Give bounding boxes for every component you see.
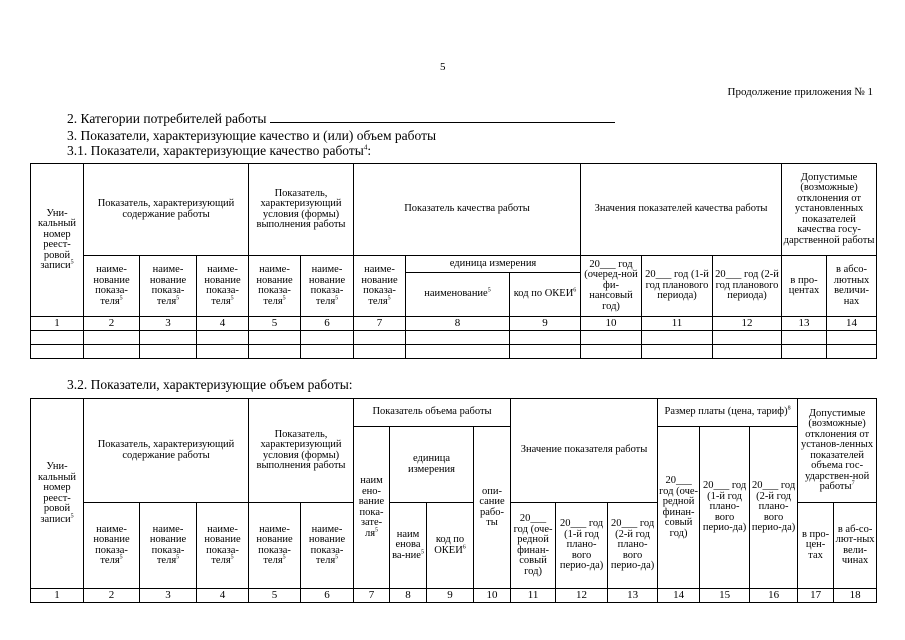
t1-cell[interactable] <box>642 331 713 345</box>
t1-deviation-group-header: Допустимые (возможные) отклонения от установленных показателей качества госу-дарственной работы <box>782 164 877 256</box>
t1-cell[interactable] <box>84 345 140 359</box>
t1-cell[interactable] <box>510 345 581 359</box>
page-number: 5 <box>440 61 446 73</box>
table1-header-row-2 <box>31 256 877 273</box>
t1-colnum: 12 <box>713 317 782 331</box>
section-3-1-title: 3.1. Показатели, характеризующие качество работы <box>67 143 364 158</box>
section-3-title: 3. Показатели, характеризующие качество и (или) объем работы <box>67 128 437 143</box>
t1-cell[interactable] <box>713 331 782 345</box>
t1-cell[interactable] <box>782 345 827 359</box>
t1-condition-name-2: наиме-нование показа-теля$^5$ <box>301 256 354 317</box>
t2-colnum: 12 <box>556 589 608 603</box>
t1-year-1-header: 20___ год (очеред-ной фи-нансовый год) <box>581 256 642 317</box>
t1-values-group-header: Значения показателей качества работы <box>581 164 782 256</box>
section-2-title: 2. Категории потребителей работы <box>67 111 267 126</box>
t1-cell[interactable] <box>301 345 354 359</box>
footnote-4: 4 <box>363 143 368 152</box>
t2-colnum: 15 <box>700 589 750 603</box>
t1-content-name-1: наиме-нование показа-теля$^5$ <box>84 256 140 317</box>
t2-value-year-3: 20___ год (2-й год плано-вого перио-да) <box>608 503 658 589</box>
t2-value-group-header: Значение показателя работы <box>511 399 658 503</box>
t2-colnum: 7 <box>354 589 390 603</box>
t2-colnum: 4 <box>197 589 249 603</box>
t1-quality-name: наиме-нование показа-теля$^5$ <box>354 256 406 317</box>
t1-unit-group-header: единица измерения <box>406 256 581 273</box>
t2-unit-name-header: наим енова ва-ние$^5$ <box>390 503 427 589</box>
t2-colnum: 9 <box>427 589 474 603</box>
t2-content-group-header: Показатель, характеризующий содержание работы <box>84 399 249 503</box>
t1-percent-header: в про-центах <box>782 256 827 317</box>
t2-fee-year-2: 20___ год (1-й год плано-вого перио-да) <box>700 427 750 589</box>
t1-cell[interactable] <box>510 331 581 345</box>
t2-colnum: 8 <box>390 589 427 603</box>
t1-content-name-2: наиме-нование показа-теля$^5$ <box>140 256 197 317</box>
table1-empty-row <box>31 345 877 359</box>
t2-colnum: 13 <box>608 589 658 603</box>
t1-cell[interactable] <box>31 331 84 345</box>
t2-colnum: 17 <box>798 589 834 603</box>
t1-colnum: 3 <box>140 317 197 331</box>
t2-fee-year-3: 20___ год (2-й год плано-вого перио-да) <box>750 427 798 589</box>
t1-colnum: 2 <box>84 317 140 331</box>
t1-content-name-3: наиме-нование показа-теля$^5$ <box>197 256 249 317</box>
consumer-category-blank[interactable] <box>270 110 615 123</box>
t1-year-3-header: 20___ год (2-й год планового периода) <box>713 256 782 317</box>
t1-cell[interactable] <box>406 331 510 345</box>
t1-cell[interactable] <box>140 331 197 345</box>
t1-cell[interactable] <box>31 345 84 359</box>
t2-colnum: 14 <box>658 589 700 603</box>
t1-colnum: 6 <box>301 317 354 331</box>
t1-cell[interactable] <box>713 345 782 359</box>
table2-column-numbers <box>31 589 877 603</box>
t1-content-group-header: Показатель, характеризующий содержание работы <box>84 164 249 256</box>
t1-cell[interactable] <box>354 331 406 345</box>
t2-colnum: 6 <box>301 589 354 603</box>
t1-cell[interactable] <box>827 331 877 345</box>
t1-cell[interactable] <box>197 331 249 345</box>
t2-deviation-group-header: Допустимые (возможные) отклонения от установ-ленных показателей объема гос-ударствен-ной работы$^7$ <box>798 399 877 503</box>
t2-fee-year-1: 20___ год (оче-редной финан-совый год) <box>658 427 700 589</box>
table1-column-numbers <box>31 317 877 331</box>
t1-cell[interactable] <box>581 331 642 345</box>
t1-cell[interactable] <box>301 331 354 345</box>
t1-cell[interactable] <box>249 345 301 359</box>
t2-content-name-1: наиме-нование показа-теля$^5$ <box>84 503 140 589</box>
t2-unit-group-header: единица измерения <box>390 427 474 503</box>
t1-cell[interactable] <box>581 345 642 359</box>
t1-year-2-header: 20___ год (1-й год планового периода) <box>642 256 713 317</box>
t1-colnum: 5 <box>249 317 301 331</box>
t1-cell[interactable] <box>84 331 140 345</box>
t2-colnum: 18 <box>834 589 877 603</box>
t1-absolute-header: в абсо-лютных величи-нах <box>827 256 877 317</box>
appendix-continuation: Продолжение приложения № 1 <box>727 86 873 98</box>
t2-description-header: опи-сание рабо-ты <box>474 427 511 589</box>
t1-unique-number-header: Уни-кальный номер реест-ровой записи$^5$ <box>31 164 84 317</box>
t2-colnum: 11 <box>511 589 556 603</box>
t2-absolute-header: в аб-со-лют-ных вели-чинах <box>834 503 877 589</box>
t2-colnum: 5 <box>249 589 301 603</box>
table2-header-row-1 <box>31 399 877 427</box>
t1-cell[interactable] <box>642 345 713 359</box>
t2-condition-group-header: Показатель, характеризующий условия (формы) выполнения работы <box>249 399 354 503</box>
t1-condition-name-1: наиме-нование показа-теля$^5$ <box>249 256 301 317</box>
t1-cell[interactable] <box>827 345 877 359</box>
t2-content-name-2: наиме-нование показа-теля$^5$ <box>140 503 197 589</box>
quality-indicators-table <box>30 163 877 359</box>
t2-content-name-3: наиме-нование показа-теля$^5$ <box>197 503 249 589</box>
t1-colnum: 14 <box>827 317 877 331</box>
t1-colnum: 1 <box>31 317 84 331</box>
t2-value-year-1: 20___ год (оче-редной финан-совый год) <box>511 503 556 589</box>
t2-unique-number-header: Уни-кальный номер реест-ровой записи$^5$ <box>31 399 84 589</box>
t1-cell[interactable] <box>782 331 827 345</box>
t1-colnum: 10 <box>581 317 642 331</box>
table1-header-row-1 <box>31 164 877 256</box>
t1-colnum: 8 <box>406 317 510 331</box>
t1-quality-group-header: Показатель качества работы <box>354 164 581 256</box>
volume-indicators-table <box>30 398 877 603</box>
t1-cell[interactable] <box>140 345 197 359</box>
t2-condition-name-1: наиме-нование показа-теля$^5$ <box>249 503 301 589</box>
table1-empty-row <box>31 331 877 345</box>
t1-colnum: 11 <box>642 317 713 331</box>
section-2-line <box>67 110 615 127</box>
t1-unit-name-header: наименование$^5$ <box>406 273 510 317</box>
t2-volume-group-header: Показатель объема работы <box>354 399 511 427</box>
t1-cell[interactable] <box>406 345 510 359</box>
t2-okei-header: код по ОКЕИ$^6$ <box>427 503 474 589</box>
t1-colnum: 7 <box>354 317 406 331</box>
t1-cell[interactable] <box>249 331 301 345</box>
t2-percent-header: в про-цен-тах <box>798 503 834 589</box>
t2-colnum: 10 <box>474 589 511 603</box>
section-3-1-line <box>67 143 371 159</box>
section-3-1-colon: : <box>367 143 372 158</box>
t2-volume-name-header: наим ено-вание пока-$зате-ля^5$ <box>354 427 390 589</box>
t2-condition-name-2: наиме-нование показа-теля$^5$ <box>301 503 354 589</box>
t1-okei-header: код по ОКЕИ$^6$ <box>510 273 581 317</box>
t2-colnum: 1 <box>31 589 84 603</box>
t2-colnum: 16 <box>750 589 798 603</box>
section-3-2-title: 3.2. Показатели, характеризующие объем работы: <box>67 377 353 392</box>
t1-colnum: 13 <box>782 317 827 331</box>
t1-colnum: 9 <box>510 317 581 331</box>
t2-colnum: 2 <box>84 589 140 603</box>
t2-fee-group-header: Размер платы (цена, тариф)$^8$ <box>658 399 798 427</box>
t1-colnum: 4 <box>197 317 249 331</box>
t1-condition-group-header: Показатель, характеризующий условия (формы) выполнения работы <box>249 164 354 256</box>
t1-cell[interactable] <box>354 345 406 359</box>
t1-cell[interactable] <box>197 345 249 359</box>
t2-value-year-2: 20___ год (1-й год плано-вого перио-да) <box>556 503 608 589</box>
t2-colnum: 3 <box>140 589 197 603</box>
